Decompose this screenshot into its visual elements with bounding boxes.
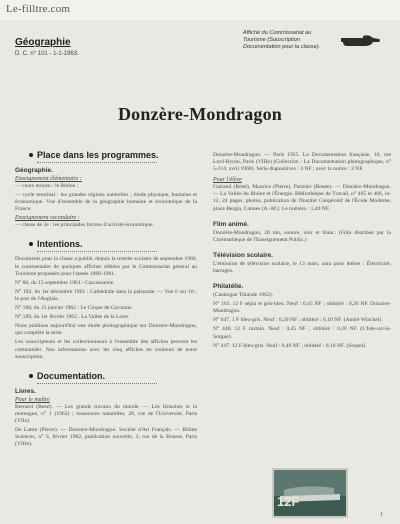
- intentions-para-4: N° 108, du 15 janvier 1962 : Le Cirque de Gavarnie.: [15, 305, 133, 312]
- heading-rule: [37, 162, 157, 163]
- for-student-label: Pour l'élève: [213, 177, 242, 184]
- elementary-label: Enseignement élémentaire :: [15, 176, 82, 182]
- pointing-hand-icon: [339, 32, 383, 50]
- intentions-para-2: N° 86, du 15 septembre 1961 : Carcassonne.: [15, 279, 115, 286]
- document-reference: D. C. n° 101 - 1-1-1963.: [15, 51, 79, 57]
- place-heading: [37, 150, 197, 163]
- intentions-para-6: Nous publions aujourd'hui une étude photographique sur Donzère-Mondragon, qui complète la série.: [15, 323, 197, 337]
- books-label: Livres.: [15, 387, 36, 395]
- bullet-icon: [29, 242, 33, 246]
- right-para-4: L'émission de télévision scolaire, le 13 mars, aura pour thème : Électricité, barrages.: [213, 260, 391, 274]
- secondary-label: Enseignement secondaire :: [15, 215, 80, 222]
- bullet-icon: [29, 374, 33, 378]
- heading-rule: [37, 383, 157, 384]
- right-para-5: (Catalogue Thiaude 1962).: [213, 292, 274, 299]
- stamp-value: 12F: [277, 494, 300, 509]
- bullet-icon: [29, 153, 33, 157]
- intentions-para-7: Les souscripteurs et les collectionneurs à l'ensemble des affiches peuvent les commander. Nos informations avec les cinq affiches en couleurs de notre souscription.: [15, 339, 197, 360]
- right-para-6: N° 163. 12 F sépia et gris-bleu. Neuf : 0,45 NF ; oblitéré : 0,20 NF. Donzère-Mondragon.: [213, 301, 391, 315]
- right-para-7: N° 647. 1 F bleu-gris. Neuf : 0,20 NF ; oblitéré : 0,10 NF. (André Winckel).: [213, 317, 383, 324]
- right-para-1: Donzère-Mondragon. — Paris 1955. La Documentation française, 16, rue Lord-Byron, Paris (VIIIe) (Collection : La Documentation photographique, n° 5-214, avril 1960). Série diapositives : 4 NF ; avec la notice : 2 NF.: [213, 152, 391, 173]
- place-para-1: — cours moyen : le Rhône ;: [15, 183, 79, 189]
- intentions-para-5: N° 109, du 1er février 1962 : La Vallée de la Loire.: [15, 314, 130, 321]
- intentions-heading-text: Intentions.: [37, 239, 83, 250]
- right-para-9: N° 447. 12 F bleu-gris. Neuf : 0,40 NF ; oblitéré : 0,10 NF. (Sospel).: [213, 342, 367, 349]
- site-logo: Le-filltre.com: [6, 3, 71, 15]
- intentions-heading: [37, 239, 197, 252]
- for-teacher-label: Pour le maître: [15, 396, 50, 403]
- geography-subheading: Géographie.: [15, 167, 53, 174]
- postage-stamp-image: [272, 468, 348, 518]
- intentions-para-1: Documents pour la classe a publié, depuis la rentrée scolaire de septembre 1960, le commentaire de quelques affiches éditées par le Commissariat général au Tourisme proposées pour l'année 1960-1961.: [15, 256, 197, 277]
- right-column: [213, 152, 391, 352]
- film-heading: Film animé.: [213, 220, 249, 228]
- site-header-bar: [0, 0, 400, 20]
- right-para-2: Guiraud (René), Maurice (Pierre), Parmier (Renée). — Donzère-Mondragon. — La Vallée du Rhône et l'Énergie. Bibliothèque de Travail, n° 465 et 466, in-12, 24 pages, photos, publication de l'Institut Coopératif de l'École Moderne, place Bergia, Cannes (A.-M.). Le numéro : 1,40 NF.: [213, 184, 391, 212]
- place-para-3: — classe de 3e : les principales formes d'activité économique.: [15, 222, 154, 229]
- philately-heading: Philatélie.: [213, 283, 244, 291]
- heading-rule: [37, 251, 157, 252]
- place-para-2: — cycle terminal : les grandes régions naturelles ; étude physique, humaine et économique. Vue d'ensemble de la géographie humaine et économique de la France.: [15, 192, 197, 213]
- page-number: 1: [380, 512, 383, 518]
- documentation-heading: [37, 371, 197, 384]
- intentions-para-3: N° 102, du 1er décembre 1961 : Cathédrale dans la palissade. — Vue 6 sur 18 ; le port de l'Anglais.: [15, 288, 197, 302]
- documentation-para-2: De Lattre (Pierre). — Donzère-Mondragon. Société d'Art Français. — Rhône Sciences, n° 3, février 1962, publication nouvelle, 3, rue de la Bourse, Paris (VIIIe).: [15, 426, 197, 448]
- documentation-heading-text: Documentation.: [37, 370, 106, 381]
- right-para-8: N° 448. 12 F carmin. Neuf : 0,45 NF ; oblitéré : 0,20 NF. (L'Isle-sur-la-Sorgue).: [213, 326, 391, 340]
- documentation-para-1: Bernard (René). — Les grands travaux du monde. — Les Houches et la montagne, n° 1 (1962) ; ressources naturelles, 28, rue de l'Université, Paris (VIIe).: [15, 403, 197, 424]
- right-para-3: Donzère-Mondragon, 20 mn, sonore, noir et blanc. (Film distribué par la Cinémathèque de l'Enseignement Public.): [213, 229, 391, 243]
- dam-illustration: [274, 470, 346, 516]
- section-name: Géographie: [15, 37, 71, 48]
- left-column: [15, 150, 197, 450]
- tv-heading: Télévision scolaire.: [213, 251, 273, 259]
- place-heading-text: Place dans les programmes.: [37, 150, 159, 160]
- page-title: Donzère-Mondragon: [117, 104, 283, 124]
- notice-text: Affiché du Commissariat au Tourisme (Souscription Documentation pour la classe).: [243, 30, 321, 50]
